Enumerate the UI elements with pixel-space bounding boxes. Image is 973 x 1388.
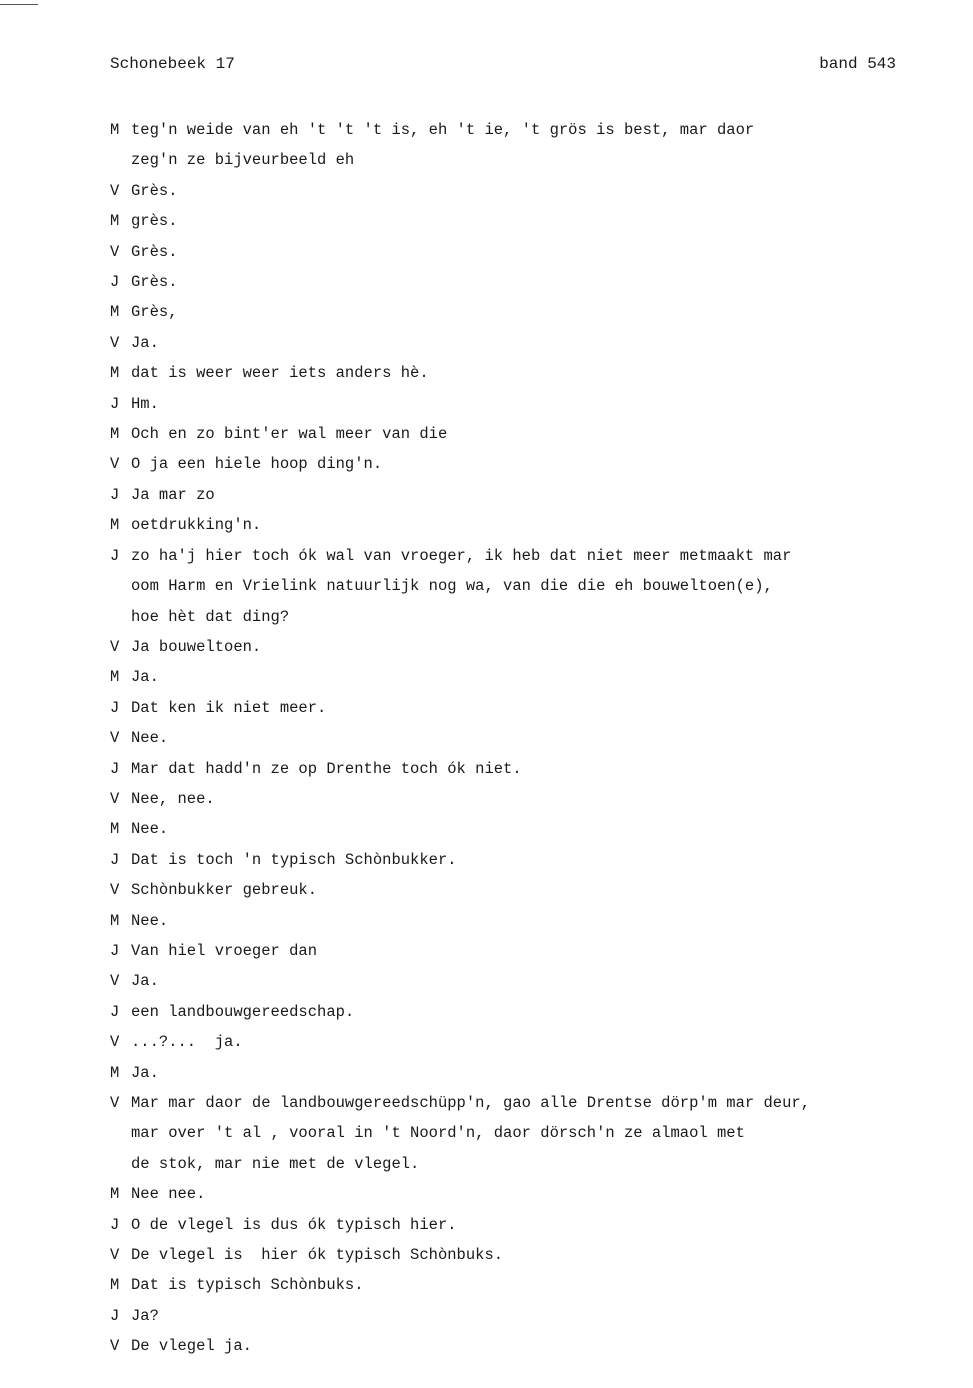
speaker-label: V (110, 637, 120, 656)
transcript-line (110, 176, 910, 206)
transcript-line (110, 419, 910, 449)
utterance-text: Van hiel vroeger dan (131, 941, 318, 960)
transcript-line (110, 389, 910, 419)
document-title: Schonebeek 17 (110, 55, 235, 73)
speaker-label: V (110, 1246, 120, 1265)
speaker-label: V (110, 1337, 120, 1356)
transcript-line (110, 906, 910, 936)
speaker-label: J (110, 394, 120, 413)
speaker-label: M (110, 425, 120, 444)
transcript-line (110, 1179, 910, 1209)
transcript-line (110, 267, 910, 297)
utterance-text: een landbouwgereedschap. (131, 1002, 355, 1021)
transcript-line (110, 145, 910, 175)
utterance-text: Ja. (131, 333, 159, 352)
speaker-label: J (110, 273, 120, 292)
utterance-text: Nee. (131, 729, 169, 748)
utterance-text: Nee. (131, 911, 169, 930)
utterance-text: Ja mar zo (131, 485, 215, 504)
transcript-line (110, 936, 910, 966)
utterance-text: Ja? (131, 1306, 159, 1325)
speaker-label: V (110, 1094, 120, 1112)
speaker-label: V (110, 181, 120, 200)
transcript-line (110, 449, 910, 479)
utterance-text: de stok, mar nie met de vlegel. (131, 1154, 420, 1173)
transcript-line (110, 1088, 910, 1118)
speaker-label: J (110, 698, 120, 717)
transcript-line (110, 297, 910, 327)
transcript-line (110, 875, 910, 905)
speaker-label: V (110, 729, 120, 748)
transcript-line (110, 358, 910, 388)
speaker-label: J (110, 485, 120, 504)
transcript-line (110, 541, 910, 571)
utterance-text: ...?... ja. (131, 1033, 243, 1052)
tape-number: band 543 (819, 55, 896, 73)
utterance-text: Grès. (131, 273, 178, 292)
utterance-text: Och en zo bint'er wal meer van die (131, 425, 448, 444)
transcript-line (110, 237, 910, 267)
utterance-text: Nee. (131, 820, 169, 839)
speaker-label: M (110, 1276, 120, 1295)
utterance-text: Mar dat hadd'n ze op Drenthe toch ók niet. (131, 759, 522, 778)
speaker-label: J (110, 1002, 120, 1021)
speaker-label: M (110, 1063, 120, 1082)
utterance-text: mar over 't al , vooral in 't Noord'n, daor dörsch'n ze almaol met (131, 1124, 745, 1143)
transcript-line (110, 510, 910, 540)
utterance-text: oom Harm en Vrielink natuurlijk nog wa, van die die eh bouweltoen(e), (131, 577, 773, 596)
speaker-label: M (110, 516, 120, 535)
speaker-label: V (110, 789, 120, 808)
speaker-label: M (110, 911, 120, 930)
utterance-text: Grès. (131, 242, 178, 261)
utterance-text: oetdrukking'n. (131, 516, 262, 535)
speaker-label: M (110, 364, 120, 383)
utterance-text: Dat is typisch Schònbuks. (131, 1276, 364, 1295)
transcript-line (110, 1210, 910, 1240)
utterance-text: O ja een hiele hoop ding'n. (131, 455, 383, 474)
speaker-label: V (110, 1033, 120, 1052)
utterance-text: grès. (131, 212, 178, 231)
transcript-line (110, 328, 910, 358)
transcript-line (110, 814, 910, 844)
speaker-label: V (110, 455, 120, 474)
speaker-label: M (110, 121, 120, 139)
utterance-text: Ja. (131, 668, 159, 687)
transcript-line (110, 632, 910, 662)
utterance-text: Grès, (131, 303, 178, 322)
speaker-label: M (110, 212, 120, 231)
utterance-text: Dat ken ik niet meer. (131, 698, 327, 717)
transcript-line (110, 1118, 910, 1148)
speaker-label: J (110, 850, 120, 869)
transcript-line (110, 602, 910, 632)
utterance-text: teg'n weide van eh 't 't 't is, eh 't ie, 't grös is best, mar daor (131, 121, 755, 139)
transcript-line (110, 845, 910, 875)
utterance-text: Mar mar daor de landbouwgereedschüpp'n, gao alle Drentse dörp'm mar deur, (131, 1094, 811, 1112)
transcript (110, 115, 910, 1362)
transcript-line (110, 480, 910, 510)
transcript-line (110, 1331, 910, 1361)
speaker-label: M (110, 1185, 120, 1204)
utterance-text: Ja. (131, 1063, 159, 1082)
utterance-text: De vlegel ja. (131, 1337, 252, 1356)
speaker-label: M (110, 820, 120, 839)
transcript-line (110, 1240, 910, 1270)
transcript-line (110, 1301, 910, 1331)
utterance-text: zo ha'j hier toch ók wal van vroeger, ik heb dat niet meer metmaakt mar (131, 546, 792, 565)
transcript-line (110, 571, 910, 601)
utterance-text: dat is weer weer iets anders hè. (131, 364, 429, 383)
speaker-label: J (110, 546, 120, 565)
utterance-text: hoe hèt dat ding? (131, 607, 290, 626)
utterance-text: Schònbukker gebreuk. (131, 881, 318, 900)
speaker-label: M (110, 668, 120, 687)
utterance-text: Nee, nee. (131, 789, 215, 808)
transcript-line (110, 723, 910, 753)
speaker-label: J (110, 759, 120, 778)
transcript-line (110, 997, 910, 1027)
corner-mark (0, 4, 38, 5)
utterance-text: Ja bouweltoen. (131, 637, 262, 656)
transcript-line (110, 784, 910, 814)
transcript-line (110, 206, 910, 236)
speaker-label: J (110, 1215, 120, 1234)
transcript-line (110, 1058, 910, 1088)
speaker-label: M (110, 303, 120, 322)
transcript-line (110, 115, 910, 145)
speaker-label: J (110, 941, 120, 960)
transcript-line (110, 693, 910, 723)
transcript-line (110, 754, 910, 784)
utterance-text: zeg'n ze bijveurbeeld eh (131, 151, 355, 170)
utterance-text: Dat is toch 'n typisch Schònbukker. (131, 850, 457, 869)
transcript-line (110, 1149, 910, 1179)
speaker-label: V (110, 972, 120, 991)
utterance-text: O de vlegel is dus ók typisch hier. (131, 1215, 457, 1234)
utterance-text: Ja. (131, 972, 159, 991)
utterance-text: Grès. (131, 181, 178, 200)
utterance-text: Hm. (131, 394, 159, 413)
transcript-line (110, 1027, 910, 1057)
transcript-line (110, 662, 910, 692)
speaker-label: V (110, 333, 120, 352)
speaker-label: J (110, 1306, 120, 1325)
transcript-line (110, 1270, 910, 1300)
page-header (110, 55, 896, 81)
utterance-text: De vlegel is hier ók typisch Schònbuks. (131, 1246, 504, 1265)
transcript-line (110, 966, 910, 996)
utterance-text: Nee nee. (131, 1185, 206, 1204)
speaker-label: V (110, 242, 120, 261)
speaker-label: V (110, 881, 120, 900)
